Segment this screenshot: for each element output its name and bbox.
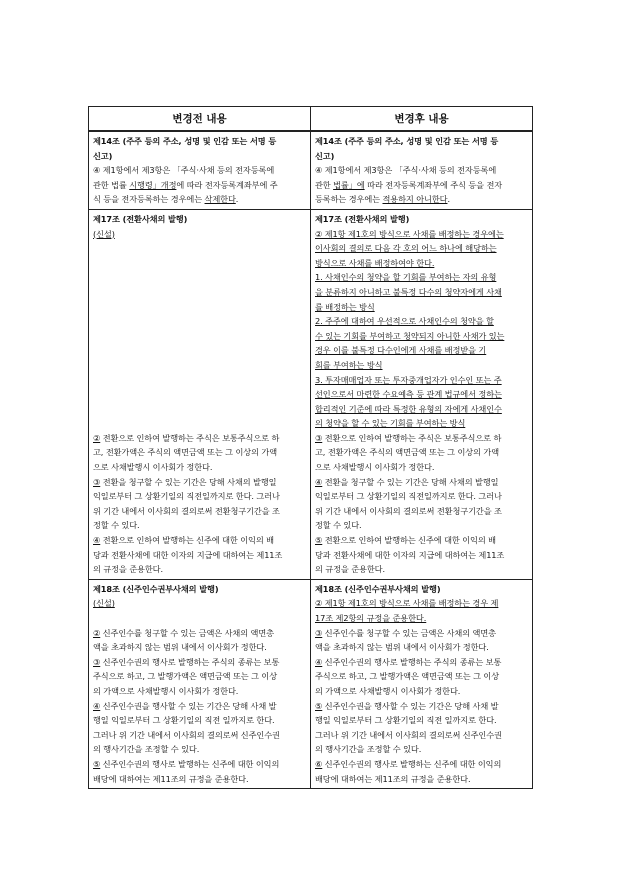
article-title: 신고) bbox=[315, 150, 335, 161]
blank-line bbox=[93, 373, 308, 388]
text-line bbox=[93, 640, 308, 655]
text-segment: 전환으로 인하여 발행하는 주식은 보통주식으로 하 bbox=[100, 432, 280, 443]
text-line bbox=[315, 241, 530, 256]
text-segment: 의 규정을 준용한다. bbox=[93, 564, 163, 575]
text-segment: 액을 초과하지 않는 범위 내에서 이사회가 정한다. bbox=[93, 642, 267, 653]
text-line bbox=[315, 596, 530, 611]
text-line bbox=[315, 626, 530, 641]
text-line bbox=[93, 533, 308, 548]
text-line bbox=[315, 518, 530, 533]
article-title: 제14조 (주주 등의 주소, 성명 및 인감 또는 서명 등 bbox=[93, 136, 277, 146]
blank-line bbox=[93, 300, 308, 315]
text-line bbox=[93, 518, 308, 533]
text-segment: . bbox=[447, 194, 450, 205]
text-segment: 의 행사기간을 조정할 수 있다. bbox=[93, 744, 200, 755]
changed-text: ⑤ bbox=[315, 535, 323, 546]
article-title: 제17조 (전환사채의 발행) bbox=[93, 213, 188, 224]
text-line bbox=[315, 192, 530, 207]
changed-text: ④ bbox=[93, 535, 101, 546]
text-segment: 위 기간 내에서 이사회의 결의로써 전환청구기간을 조 bbox=[93, 505, 280, 516]
amendment-row bbox=[89, 131, 533, 209]
text-line bbox=[93, 742, 308, 757]
after-cell bbox=[311, 131, 533, 209]
text-line bbox=[93, 431, 308, 446]
text-line bbox=[93, 548, 308, 563]
blank-line bbox=[93, 285, 308, 300]
changed-text: 시행령」개정 bbox=[129, 179, 177, 190]
changed-text: 경우 이를 불특정 다수인에게 사채를 배정받을 기 bbox=[315, 345, 487, 356]
changed-text: 를 배정하는 방식 bbox=[315, 301, 375, 312]
text-line bbox=[315, 256, 530, 271]
text-segment: 행일 익일로부터 그 상환기일의 직전 일까지로 한다. bbox=[315, 715, 497, 726]
text-segment: ④ 제1항에서 제3항은 「주식·사채 등의 전자등록에 bbox=[93, 165, 275, 176]
text-line bbox=[93, 489, 308, 504]
text-line bbox=[315, 445, 530, 460]
header-before: 변경전 내용 bbox=[89, 107, 311, 132]
changed-text: (신설) bbox=[93, 228, 115, 239]
text-segment: 에 따라 전자등록계좌부에 주 bbox=[176, 179, 278, 190]
changed-text: 선인으로서 마련한 수요예측 등 관계 법규에서 정하는 bbox=[315, 389, 502, 400]
changed-text: ③ bbox=[315, 432, 323, 443]
text-segment: 당과 전환사채에 대한 이자의 지급에 대하여는 제11조 bbox=[93, 549, 283, 560]
text-segment: 익일로부터 그 상환기일의 직전일까지로 한다. 그러나 bbox=[93, 491, 280, 502]
text-line bbox=[315, 402, 530, 417]
changed-text: ④ bbox=[315, 476, 323, 487]
text-line bbox=[315, 358, 530, 373]
changed-text: 2. 주주에 대하여 우선적으로 사채인수의 청약을 할 bbox=[315, 316, 494, 327]
text-segment: 행일 익일로부터 그 상환기일의 직전 일까지로 한다. bbox=[93, 715, 275, 726]
text-line bbox=[315, 329, 530, 344]
text-segment: 으로 사채발행시 이사회가 정한다. bbox=[93, 462, 213, 473]
text-line bbox=[315, 742, 530, 757]
changed-text: 1. 사채인수의 청약을 할 기회를 부여하는 자의 유형 bbox=[315, 272, 497, 283]
changed-text: 회를 부여하는 방식 bbox=[315, 359, 383, 370]
text-segment: 액을 초과하지 않는 범위 내에서 이사회가 정한다. bbox=[315, 642, 489, 653]
text-line bbox=[315, 431, 530, 446]
text-segment: 의 행사기간을 조정할 수 있다. bbox=[315, 744, 422, 755]
before-cell bbox=[89, 209, 311, 579]
text-segment: 당과 전환사채에 대한 이자의 지급에 대하여는 제11조 bbox=[315, 549, 505, 560]
text-line bbox=[315, 611, 530, 626]
text-line bbox=[315, 373, 530, 388]
text-line bbox=[315, 178, 530, 193]
changed-text: ⑤ bbox=[93, 758, 101, 769]
blank-line bbox=[93, 343, 308, 358]
changed-text: ② 제1항 제1호의 방식으로 사채를 배정하는 경우 제 bbox=[315, 598, 499, 609]
text-segment: 그러나 위 기간 내에서 이사회의 결의로써 신주인수권 bbox=[315, 729, 502, 740]
changed-text: 이사회의 결의로 다음 각 호의 어느 하나에 해당하는 bbox=[315, 243, 497, 254]
after-cell bbox=[311, 579, 533, 788]
changed-text: 17조 제2항의 규정을 준용한다. bbox=[315, 613, 427, 623]
changed-text: ② bbox=[93, 432, 101, 443]
text-line bbox=[93, 504, 308, 519]
text-segment: 의 가액으로 사채발행시 이사회가 정한다. bbox=[315, 685, 461, 696]
blank-line bbox=[93, 270, 308, 285]
text-line bbox=[315, 489, 530, 504]
text-segment: 고, 전환가액은 주식의 액면금액 또는 그 이상의 가액 bbox=[93, 447, 278, 458]
text-line bbox=[93, 757, 308, 772]
text-line bbox=[93, 669, 308, 684]
text-segment: 배당에 대하여는 제11조의 규정을 준용한다. bbox=[93, 773, 249, 784]
changed-text: 을 분류하지 아니하고 불특정 다수의 청약자에게 사채 bbox=[315, 286, 502, 297]
text-line bbox=[315, 300, 530, 315]
text-segment: 주식으로 하고, 그 발행가액은 액면금액 또는 그 이상 bbox=[315, 671, 500, 682]
text-line bbox=[315, 163, 530, 178]
text-line bbox=[93, 626, 308, 641]
text-segment: 신주인수를 청구할 수 있는 금액은 사채의 액면총 bbox=[322, 627, 496, 638]
changed-text: 수 있는 기회를 부여하고 청약되지 아니한 사채가 있는 bbox=[315, 330, 505, 341]
text-line bbox=[315, 699, 530, 714]
text-segment: 식 등을 전자등록하는 경우에는 bbox=[93, 194, 205, 205]
changed-text: ③ bbox=[93, 476, 101, 487]
text-line bbox=[315, 460, 530, 475]
text-segment: 정할 수 있다. bbox=[315, 520, 362, 531]
text-line bbox=[93, 460, 308, 475]
text-line bbox=[93, 684, 308, 699]
text-line bbox=[315, 314, 530, 329]
changed-text: ③ bbox=[315, 627, 323, 638]
text-segment: 정할 수 있다. bbox=[93, 520, 140, 531]
blank-line bbox=[93, 611, 308, 626]
table-header-row bbox=[89, 107, 533, 132]
text-segment: 신주인수권의 행사로 발행하는 신주에 대한 이익의 bbox=[322, 758, 502, 769]
text-line bbox=[93, 713, 308, 728]
text-segment: 신주인수권을 행사할 수 있는 기간은 당해 사채 발 bbox=[322, 700, 499, 711]
amendment-row bbox=[89, 209, 533, 579]
text-line bbox=[315, 533, 530, 548]
changed-text: ② 제1항 제1호의 방식으로 사채를 배정하는 경우에는 bbox=[315, 228, 504, 239]
text-line bbox=[315, 713, 530, 728]
text-line bbox=[315, 655, 530, 670]
changed-text: ⑥ bbox=[315, 758, 323, 769]
text-line bbox=[315, 562, 530, 577]
text-line bbox=[93, 475, 308, 490]
text-segment: 신주인수권을 행사할 수 있는 기간은 당해 사채 발 bbox=[100, 700, 277, 711]
blank-line bbox=[93, 329, 308, 344]
text-segment: 배당에 대하여는 제11조의 규정을 준용한다. bbox=[315, 773, 471, 784]
text-line bbox=[315, 343, 530, 358]
text-segment: 익일로부터 그 상환기일의 직전일까지로 한다. 그러나 bbox=[315, 491, 502, 502]
text-line bbox=[93, 163, 308, 178]
text-segment: 전환으로 인하여 발행하는 신주에 대한 이익의 배 bbox=[100, 535, 274, 546]
text-segment: 의 가액으로 사채발행시 이사회가 정한다. bbox=[93, 685, 239, 696]
article-title: 제18조 (신주인수권부사채의 발행) bbox=[315, 583, 441, 594]
text-line bbox=[315, 772, 530, 787]
text-line bbox=[315, 728, 530, 743]
changed-text: ② bbox=[93, 627, 101, 638]
text-line bbox=[315, 757, 530, 772]
text-line bbox=[315, 227, 530, 242]
text-segment: 의 규정을 준용한다. bbox=[315, 564, 385, 575]
amendment-row bbox=[89, 579, 533, 788]
text-segment: 신주인수권의 행사로 발행하는 주식의 종류는 보통 bbox=[100, 656, 280, 667]
changed-text: ⑤ bbox=[315, 700, 323, 711]
text-line bbox=[93, 655, 308, 670]
text-line bbox=[93, 178, 308, 193]
text-line bbox=[93, 227, 308, 242]
changed-text: ④ bbox=[315, 656, 323, 667]
text-line bbox=[93, 562, 308, 577]
blank-line bbox=[93, 241, 308, 256]
changed-text: 적용하지 아니한다 bbox=[382, 194, 448, 205]
table-body bbox=[89, 131, 533, 789]
text-segment: 주식으로 하고, 그 발행가액은 액면금액 또는 그 이상 bbox=[93, 671, 278, 682]
text-segment: 그러나 위 기간 내에서 이사회의 결의로써 신주인수권 bbox=[93, 729, 280, 740]
text-segment: . bbox=[235, 194, 239, 205]
text-segment: 신주인수권의 행사로 발행하는 주식의 종류는 보통 bbox=[322, 656, 502, 667]
changed-text: ③ bbox=[93, 656, 101, 667]
article-title: 신고) bbox=[93, 150, 113, 161]
blank-line bbox=[93, 387, 308, 402]
blank-line bbox=[93, 402, 308, 417]
blank-line bbox=[93, 416, 308, 431]
text-line bbox=[315, 387, 530, 402]
blank-line bbox=[93, 314, 308, 329]
changed-text: 의 청약을 할 수 있는 기회를 부여하는 방식 bbox=[315, 418, 466, 429]
text-segment: 전환으로 인하여 발행하는 신주에 대한 이익의 배 bbox=[322, 535, 496, 546]
blank-line bbox=[93, 358, 308, 373]
text-segment: 등록하는 경우에는 bbox=[315, 194, 383, 205]
text-segment: ④ 제1항에서 제3항은 「주식·사채 등의 전자등록에 bbox=[315, 165, 497, 176]
changed-text: (신설) bbox=[93, 598, 115, 609]
text-line bbox=[315, 285, 530, 300]
text-segment: 전환을 청구할 수 있는 기간은 당해 사채의 발행일 bbox=[322, 476, 499, 487]
text-segment: 신주인수를 청구할 수 있는 금액은 사채의 액면총 bbox=[100, 627, 274, 638]
changed-text: 법률」에 bbox=[333, 179, 365, 190]
text-segment: 전환으로 인하여 발행하는 주식은 보통주식으로 하 bbox=[322, 432, 502, 443]
changed-text: 삭제한다 bbox=[204, 194, 236, 205]
article-title: 제18조 (신주인수권부사채의 발행) bbox=[93, 583, 219, 594]
changed-text: 합리적인 기준에 따라 특정한 유형의 자에게 사채인수 bbox=[315, 403, 502, 414]
text-segment: 전환을 청구할 수 있는 기간은 당해 사채의 발행일 bbox=[100, 476, 277, 487]
text-line bbox=[315, 684, 530, 699]
changed-text: ④ bbox=[93, 700, 101, 711]
text-line bbox=[93, 728, 308, 743]
amendment-comparison-table bbox=[88, 106, 533, 789]
text-line bbox=[315, 475, 530, 490]
article-title: 제17조 (전환사채의 발행) bbox=[315, 213, 410, 224]
text-line bbox=[93, 192, 308, 207]
after-cell bbox=[311, 209, 533, 579]
text-segment: 고, 전환가액은 주식의 액면금액 또는 그 이상의 가액 bbox=[315, 447, 500, 458]
text-segment: 위 기간 내에서 이사회의 결의로써 전환청구기간을 조 bbox=[315, 505, 502, 516]
changed-text: 방식으로 사채를 배정하여야 한다. bbox=[315, 257, 435, 268]
text-line bbox=[315, 640, 530, 655]
text-line bbox=[93, 699, 308, 714]
text-segment: 관한 bbox=[315, 179, 334, 190]
text-segment: 신주인수권의 행사로 발행하는 신주에 대한 이익의 bbox=[100, 758, 280, 769]
text-segment: 으로 사채발행시 이사회가 정한다. bbox=[315, 462, 435, 473]
changed-text: 3. 투자매매업자 또는 투자중개업자가 인수인 또는 주 bbox=[315, 374, 502, 385]
text-line bbox=[315, 270, 530, 285]
before-cell bbox=[89, 579, 311, 788]
text-segment: 관한 법률 bbox=[93, 179, 130, 190]
text-line bbox=[315, 504, 530, 519]
text-line bbox=[93, 772, 308, 787]
text-line bbox=[315, 548, 530, 563]
text-line bbox=[93, 445, 308, 460]
article-title: 제14조 (주주 등의 주소, 성명 및 인감 또는 서명 등 bbox=[315, 136, 499, 146]
text-line bbox=[315, 669, 530, 684]
text-line bbox=[93, 596, 308, 611]
text-line bbox=[315, 416, 530, 431]
header-after: 변경후 내용 bbox=[311, 107, 533, 132]
text-segment: 따라 전자등록계좌부에 주식 등을 전자 bbox=[364, 179, 503, 190]
before-cell bbox=[89, 131, 311, 209]
blank-line bbox=[93, 256, 308, 271]
